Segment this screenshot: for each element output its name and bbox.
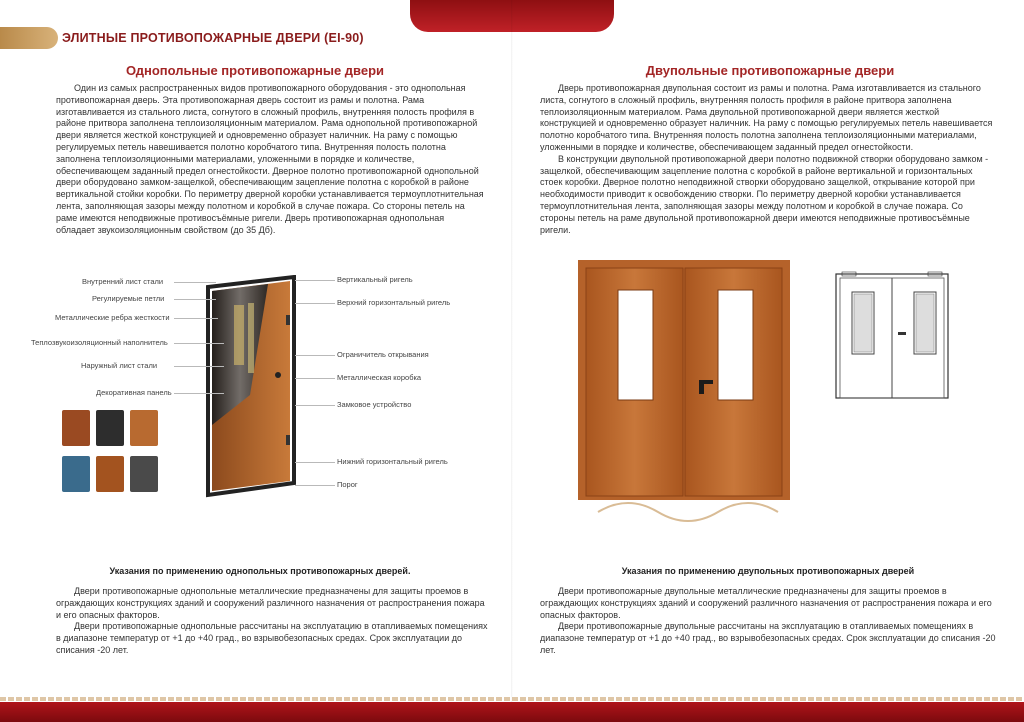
single-door-cutaway-illustration — [190, 275, 320, 505]
hardware-thumbnail — [130, 456, 158, 492]
leader-line — [295, 405, 335, 406]
left-intro-text: Один из самых распространенных видов противопожарного оборудования - это однопольная противопожарная дверь. Эта противопожарная дверь состоит из рамы и полотна. Рама изготавливается из стального листа, согнутого в сложный профиль, внутренняя полость профиля в районе притвора заполнена теплоизоляционным материалом. Рама однопольной противопожарной двери является жесткой конструкцией и одновременно образует наличник. На раму с помощью регулируемых петель навешивается полотно коробчатого типа. Внутренняя полость полотна заполнена теплоизоляционными материалами, уложенными в порядке и количестве, обеспечивающем заданный предел огнестойкости. Дверное полотно противопожарной однопольной двери оборудовано замком-защелкой, обеспечивающим зацепление полотна с коробкой в районе вертикальной стойки коробки. По периметру дверной коробки устанавливается термоуплотнительная лента, заполняющая зазоры между полотном и коробкой в случае пожара. Со стороны петель на раме имеются неподвижные противосъёмные ригели. Дверь противопожарная однопольная обладает звукоизоляционным свойством (до 35 Дб). — [56, 83, 484, 235]
leader-line — [295, 462, 335, 463]
leader-line — [174, 393, 224, 394]
label-panel: Декоративная панель — [96, 388, 172, 397]
leader-line — [174, 299, 216, 300]
document-title: ЭЛИТНЫЕ ПРОТИВОПОЖАРНЫЕ ДВЕРИ (EI-90) — [62, 31, 364, 45]
hardware-thumbnail — [96, 410, 124, 446]
label-ribs: Металлические ребра жесткости — [55, 313, 170, 322]
label-bottom-bolt: Нижний горизонтальный ригель — [337, 457, 448, 466]
hardware-thumbnail — [130, 410, 158, 446]
bottom-decorative-band — [0, 702, 1024, 722]
right-heading: Двупольные противопожарные двери — [645, 63, 895, 78]
page-fold — [511, 0, 513, 722]
right-p1: Дверь противопожарная двупольная состоит из рамы и полотна. Рама изготавливается из стального листа, согнутого в сложный профиль, внутренняя полость профиля в районе притвора заполнена теплоизоляционным материалом. Рама двупольной противопожарной двери является жесткой конструкцией и одновременно образует наличник. На раму с помощью регулируемых петель навешивается полотно коробчатого типа. Внутренняя полость полотна заполнена теплоизоляционными материалами, уложенными в порядке и количестве, обеспечивающем заданный предел огнестойкости. — [540, 83, 993, 152]
label-lock: Замковое устройство — [337, 400, 412, 409]
leader-line — [295, 485, 335, 486]
left-usage — [56, 586, 488, 657]
label-limiter: Ограничитель открывания — [337, 350, 429, 359]
leader-line — [174, 343, 224, 344]
hardware-thumbnail — [96, 456, 124, 492]
left-usage-p2: Двери противопожарные однопольные рассчитаны на эксплуатацию в отапливаемых помещениях в диапазоне температур от +1 до +40 град., во взрывобезопасных средах. Срок эксплуатации до списания -20 лет. — [56, 621, 488, 655]
hardware-thumbnail — [62, 410, 90, 446]
label-threshold: Порог — [337, 480, 358, 489]
left-usage-heading: Указания по применению однопольных противопожарных дверей. — [109, 566, 411, 576]
double-door-technical-drawing — [832, 270, 952, 402]
leader-line — [174, 318, 218, 319]
label-inner-steel: Внутренний лист стали — [82, 277, 164, 286]
leader-line — [295, 378, 335, 379]
title-accent-bar — [0, 27, 58, 49]
leader-line — [295, 303, 335, 304]
left-usage-p1: Двери противопожарные однопольные металлические предназначены для защиты проемов в ограждающих конструкциях зданий и сооружений различного назначения от распространения пожара и его опасных факторов. — [56, 586, 485, 620]
label-vertical-bolt: Вертикальный ригель — [337, 275, 413, 284]
label-outer-steel: Наружный лист стали — [81, 361, 158, 370]
left-intro — [56, 83, 484, 236]
right-usage — [540, 586, 1000, 657]
leader-line — [295, 355, 335, 356]
right-usage-p1: Двери противопожарные двупольные металлические предназначены для защиты проемов в ограждающих конструкциях зданий и сооружений различного назначения от распространения пожара и его опасных факторов. — [540, 586, 992, 620]
double-door-illustration — [578, 260, 793, 530]
right-usage-p2: Двери противопожарные двупольные рассчитаны на эксплуатацию в отапливаемых помещениях в диапазоне температур от +1 до +40 град., во взрывобезопасных средах. Срок эксплуатации до списания -20 лет. — [540, 621, 996, 655]
right-usage-heading: Указания по применению двупольных противопожарных дверей — [621, 566, 915, 576]
leader-line — [174, 366, 224, 367]
hardware-thumbnail — [62, 456, 90, 492]
right-p2: В конструкции двупольной противопожарной двери полотно подвижной створки оборудовано замком - защелкой, обеспечивающим зацепление полотна с коробкой в районе вертикальной и горизонтальных стоек коробки. Дверное полотно неподвижной створки оборудовано защелкой, открывание которой при необходимости приводит к освобождению створки. По периметру дверной коробки устанавливается термоуплотнительная лента, заполняющая зазоры между полотном и коробкой в случае пожара. Со стороны петель на раме двупольной противопожарной двери имеются неподвижные противосъёмные ригели. — [540, 153, 989, 235]
left-heading: Однопольные противопожарные двери — [125, 63, 385, 78]
leader-line — [174, 282, 216, 283]
label-top-bolt: Верхний горизонтальный ригель — [337, 298, 451, 307]
label-hinges: Регулируемые петли — [92, 294, 165, 303]
label-frame: Металлическая коробка — [337, 373, 422, 382]
right-text — [540, 83, 994, 236]
leader-line — [295, 280, 335, 281]
label-filler: Теплозвукоизоляционный наполнитель — [31, 338, 168, 347]
